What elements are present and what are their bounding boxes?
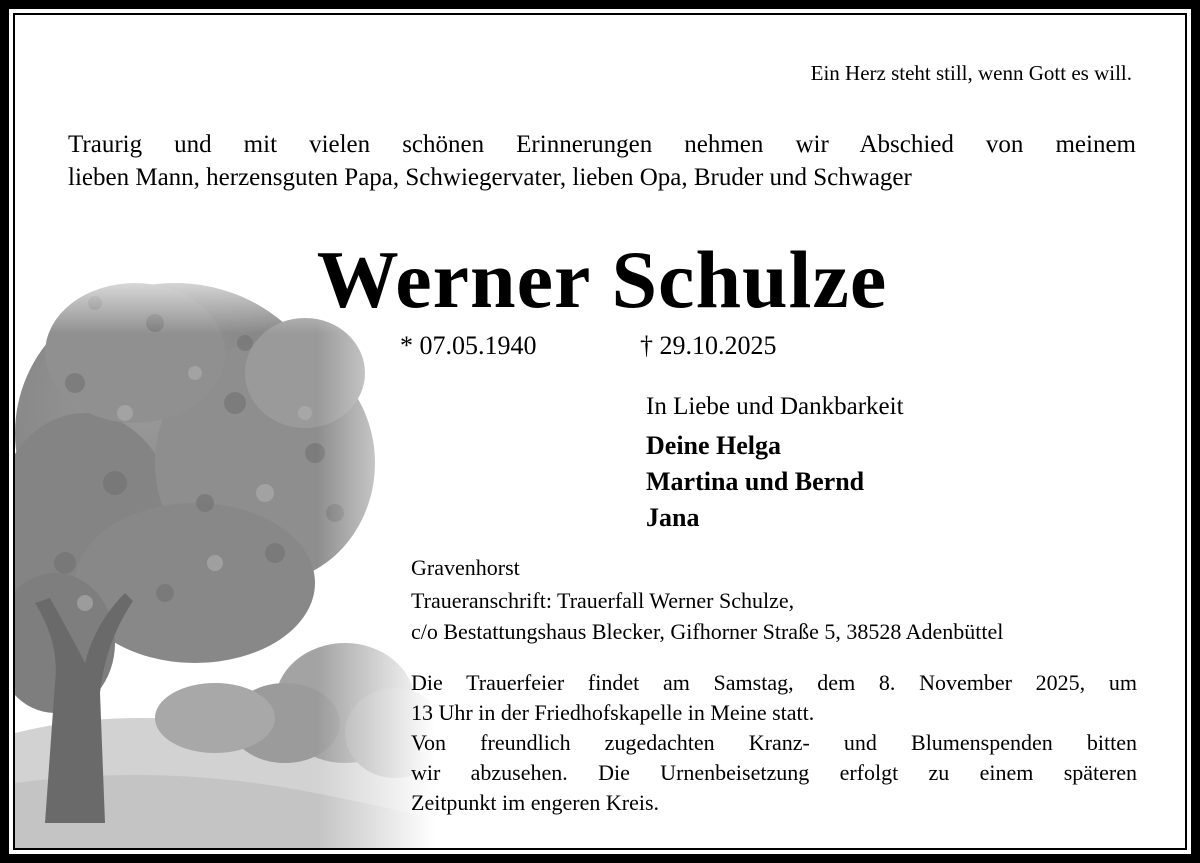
address-line: Traueranschrift: Trauerfall Werner Schulze, [411, 588, 795, 613]
intro-line: Traurig und mit vielen schönen Erinnerungen nehmen wir Abschied von meinem [68, 131, 1136, 158]
closing-phrase: In Liebe und Dankbarkeit [646, 393, 904, 420]
ceremony-line: wir abzusehen. Die Urnenbeisetzung erfolgt zu einem späteren [411, 760, 1137, 785]
intro-text [68, 128, 1136, 194]
deceased-name: Werner Schulze [316, 234, 888, 325]
ceremony-line: Die Trauerfeier findet am Samstag, dem 8. November 2025, um [411, 670, 1137, 695]
family-member: Jana [646, 503, 700, 532]
motto: Ein Herz steht still, wenn Gott es will. [810, 61, 1132, 85]
address-line: Gravenhorst [411, 555, 520, 580]
address-line: c/o Bestattungshaus Blecker, Gifhorner Straße 5, 38528 Adenbüttel [411, 619, 1004, 644]
ceremony-line: 13 Uhr in der Friedhofskapelle in Meine statt. [411, 700, 815, 725]
family-member: Martina und Bernd [646, 467, 865, 496]
family-member: Deine Helga [646, 431, 782, 460]
obituary-notice [13, 13, 1187, 850]
ceremony-text [411, 668, 1137, 818]
ceremony-line: Zeitpunkt im engeren Kreis. [411, 790, 660, 815]
intro-line: lieben Mann, herzensguten Papa, Schwiegervater, lieben Opa, Bruder und Schwager [68, 164, 912, 191]
death-date: † 29.10.2025 [640, 331, 777, 360]
tree-landscape-photo [15, 263, 435, 850]
birth-date: * 07.05.1940 [400, 331, 537, 360]
ceremony-line: Von freundlich zugedachten Kranz- und Blumenspenden bitten [411, 730, 1137, 755]
